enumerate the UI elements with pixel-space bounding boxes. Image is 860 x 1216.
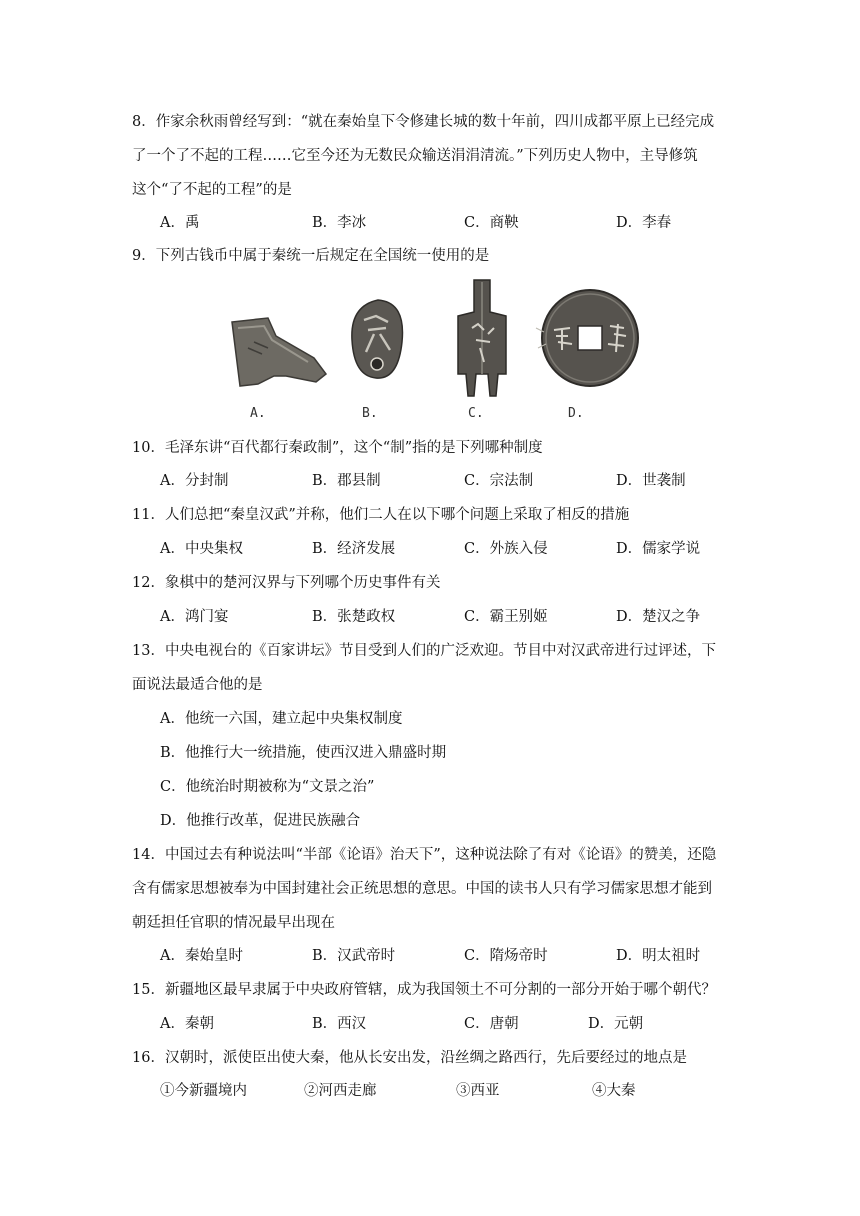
question-12-text: 12．象棋中的楚河汉界与下列哪个历史事件有关 xyxy=(132,575,441,591)
question-11-option-c: C．外族入侵 xyxy=(464,541,548,557)
question-12-option-b: B．张楚政权 xyxy=(312,609,396,625)
question-10-option-a: A．分封制 xyxy=(160,473,229,489)
question-14-option-a: A．秦始皇时 xyxy=(160,948,243,964)
spade-coin-image xyxy=(458,280,506,396)
question-16-item-3: ③西亚 xyxy=(456,1083,500,1099)
round-square-hole-coin-image xyxy=(536,290,638,386)
question-10-option-c: C．宗法制 xyxy=(464,473,534,489)
question-14-option-b: B．汉武帝时 xyxy=(312,948,396,964)
question-13-option-b: B．他推行大一统措施，使西汉进入鼎盛时期 xyxy=(160,745,447,761)
coin-images xyxy=(228,278,648,428)
question-13-text-line-1: 13．中央电视台的《百家讲坛》节目受到人们的广泛欢迎。节目中对汉武帝进行过评述，下 xyxy=(132,643,716,659)
coin-label-b: B. xyxy=(362,406,378,421)
question-11-option-b: B．经济发展 xyxy=(312,541,396,557)
question-15-option-b: B．西汉 xyxy=(312,1016,367,1032)
question-14-option-c: C．隋炀帝时 xyxy=(464,948,548,964)
question-16-text: 16．汉朝时，派使臣出使大秦，他从长安出发，沿丝绸之路西行，先后要经过的地点是 xyxy=(132,1050,687,1066)
coin-label-c: C. xyxy=(468,406,484,421)
question-15-text: 15．新疆地区最早隶属于中央政府管辖，成为我国领土不可分割的一部分开始于哪个朝代？ xyxy=(132,982,716,998)
question-12-option-c: C．霸王别姬 xyxy=(464,609,548,625)
question-13-text-line-2: 面说法最适合他的是 xyxy=(132,677,263,693)
question-13-option-a: A．他统一六国，建立起中央集权制度 xyxy=(160,711,403,727)
question-8-text-line-3: 这个“了不起的工程”的是 xyxy=(132,182,292,198)
question-11-text: 11．人们总把“秦皇汉武”并称，他们二人在以下哪个问题上采取了相反的措施 xyxy=(132,507,630,523)
question-14-option-d: D．明太祖时 xyxy=(616,948,701,964)
question-15-option-c: C．唐朝 xyxy=(464,1016,519,1032)
question-9-text: 9．下列古钱币中属于秦统一后规定在全国统一使用的是 xyxy=(132,248,490,264)
coin-label-a: A. xyxy=(250,406,266,421)
ancient-coins-figure xyxy=(228,278,648,428)
question-13-option-c: C．他统治时期被称为“文景之治” xyxy=(160,779,375,795)
question-15-option-a: A．秦朝 xyxy=(160,1016,214,1032)
question-8-option-b: B．李冰 xyxy=(312,215,367,231)
question-14-text-line-2: 含有儒家思想被奉为中国封建社会正统思想的意思。中国的读书人只有学习儒家思想才能到 xyxy=(132,881,712,897)
question-15-option-d: D．元朝 xyxy=(588,1016,644,1032)
question-10-text: 10．毛泽东讲“百代都行秦政制”，这个“制”指的是下列哪种制度 xyxy=(132,440,543,456)
question-11-option-d: D．儒家学说 xyxy=(616,541,701,557)
question-8-option-c: C．商鞅 xyxy=(464,215,519,231)
question-14-text-line-1: 14．中国过去有种说法叫“半部《论语》治天下”，这种说法除了有对《论语》的赞美，还隐 xyxy=(132,847,717,863)
ant-nose-coin-image xyxy=(352,300,403,378)
coin-label-d: D. xyxy=(568,406,584,421)
question-8-option-a: A．禹 xyxy=(160,215,200,231)
knife-coin-image xyxy=(232,318,326,386)
question-14-text-line-3: 朝廷担任官职的情况最早出现在 xyxy=(132,915,335,931)
question-16-item-2: ②河西走廊 xyxy=(304,1083,377,1099)
question-8-text-line-1: 8．作家余秋雨曾经写到：“就在秦始皇下令修建长城的数十年前，四川成都平原上已经完成 xyxy=(132,114,715,130)
question-10-option-d: D．世袭制 xyxy=(616,473,686,489)
question-10-option-b: B．郡县制 xyxy=(312,473,381,489)
question-12-option-a: A．鸿门宴 xyxy=(160,609,229,625)
question-16-item-4: ④大秦 xyxy=(592,1083,636,1099)
question-8-text-line-2: 了一个了不起的工程……它至今还为无数民众输送涓涓清流。”下列历史人物中，主导修筑 xyxy=(132,148,698,164)
question-13-option-d: D．他推行改革，促进民族融合 xyxy=(160,813,361,829)
question-11-option-a: A．中央集权 xyxy=(160,541,243,557)
question-8-option-d: D．李春 xyxy=(616,215,672,231)
question-12-option-d: D．楚汉之争 xyxy=(616,609,701,625)
question-16-item-1: ①今新疆境内 xyxy=(160,1083,247,1099)
